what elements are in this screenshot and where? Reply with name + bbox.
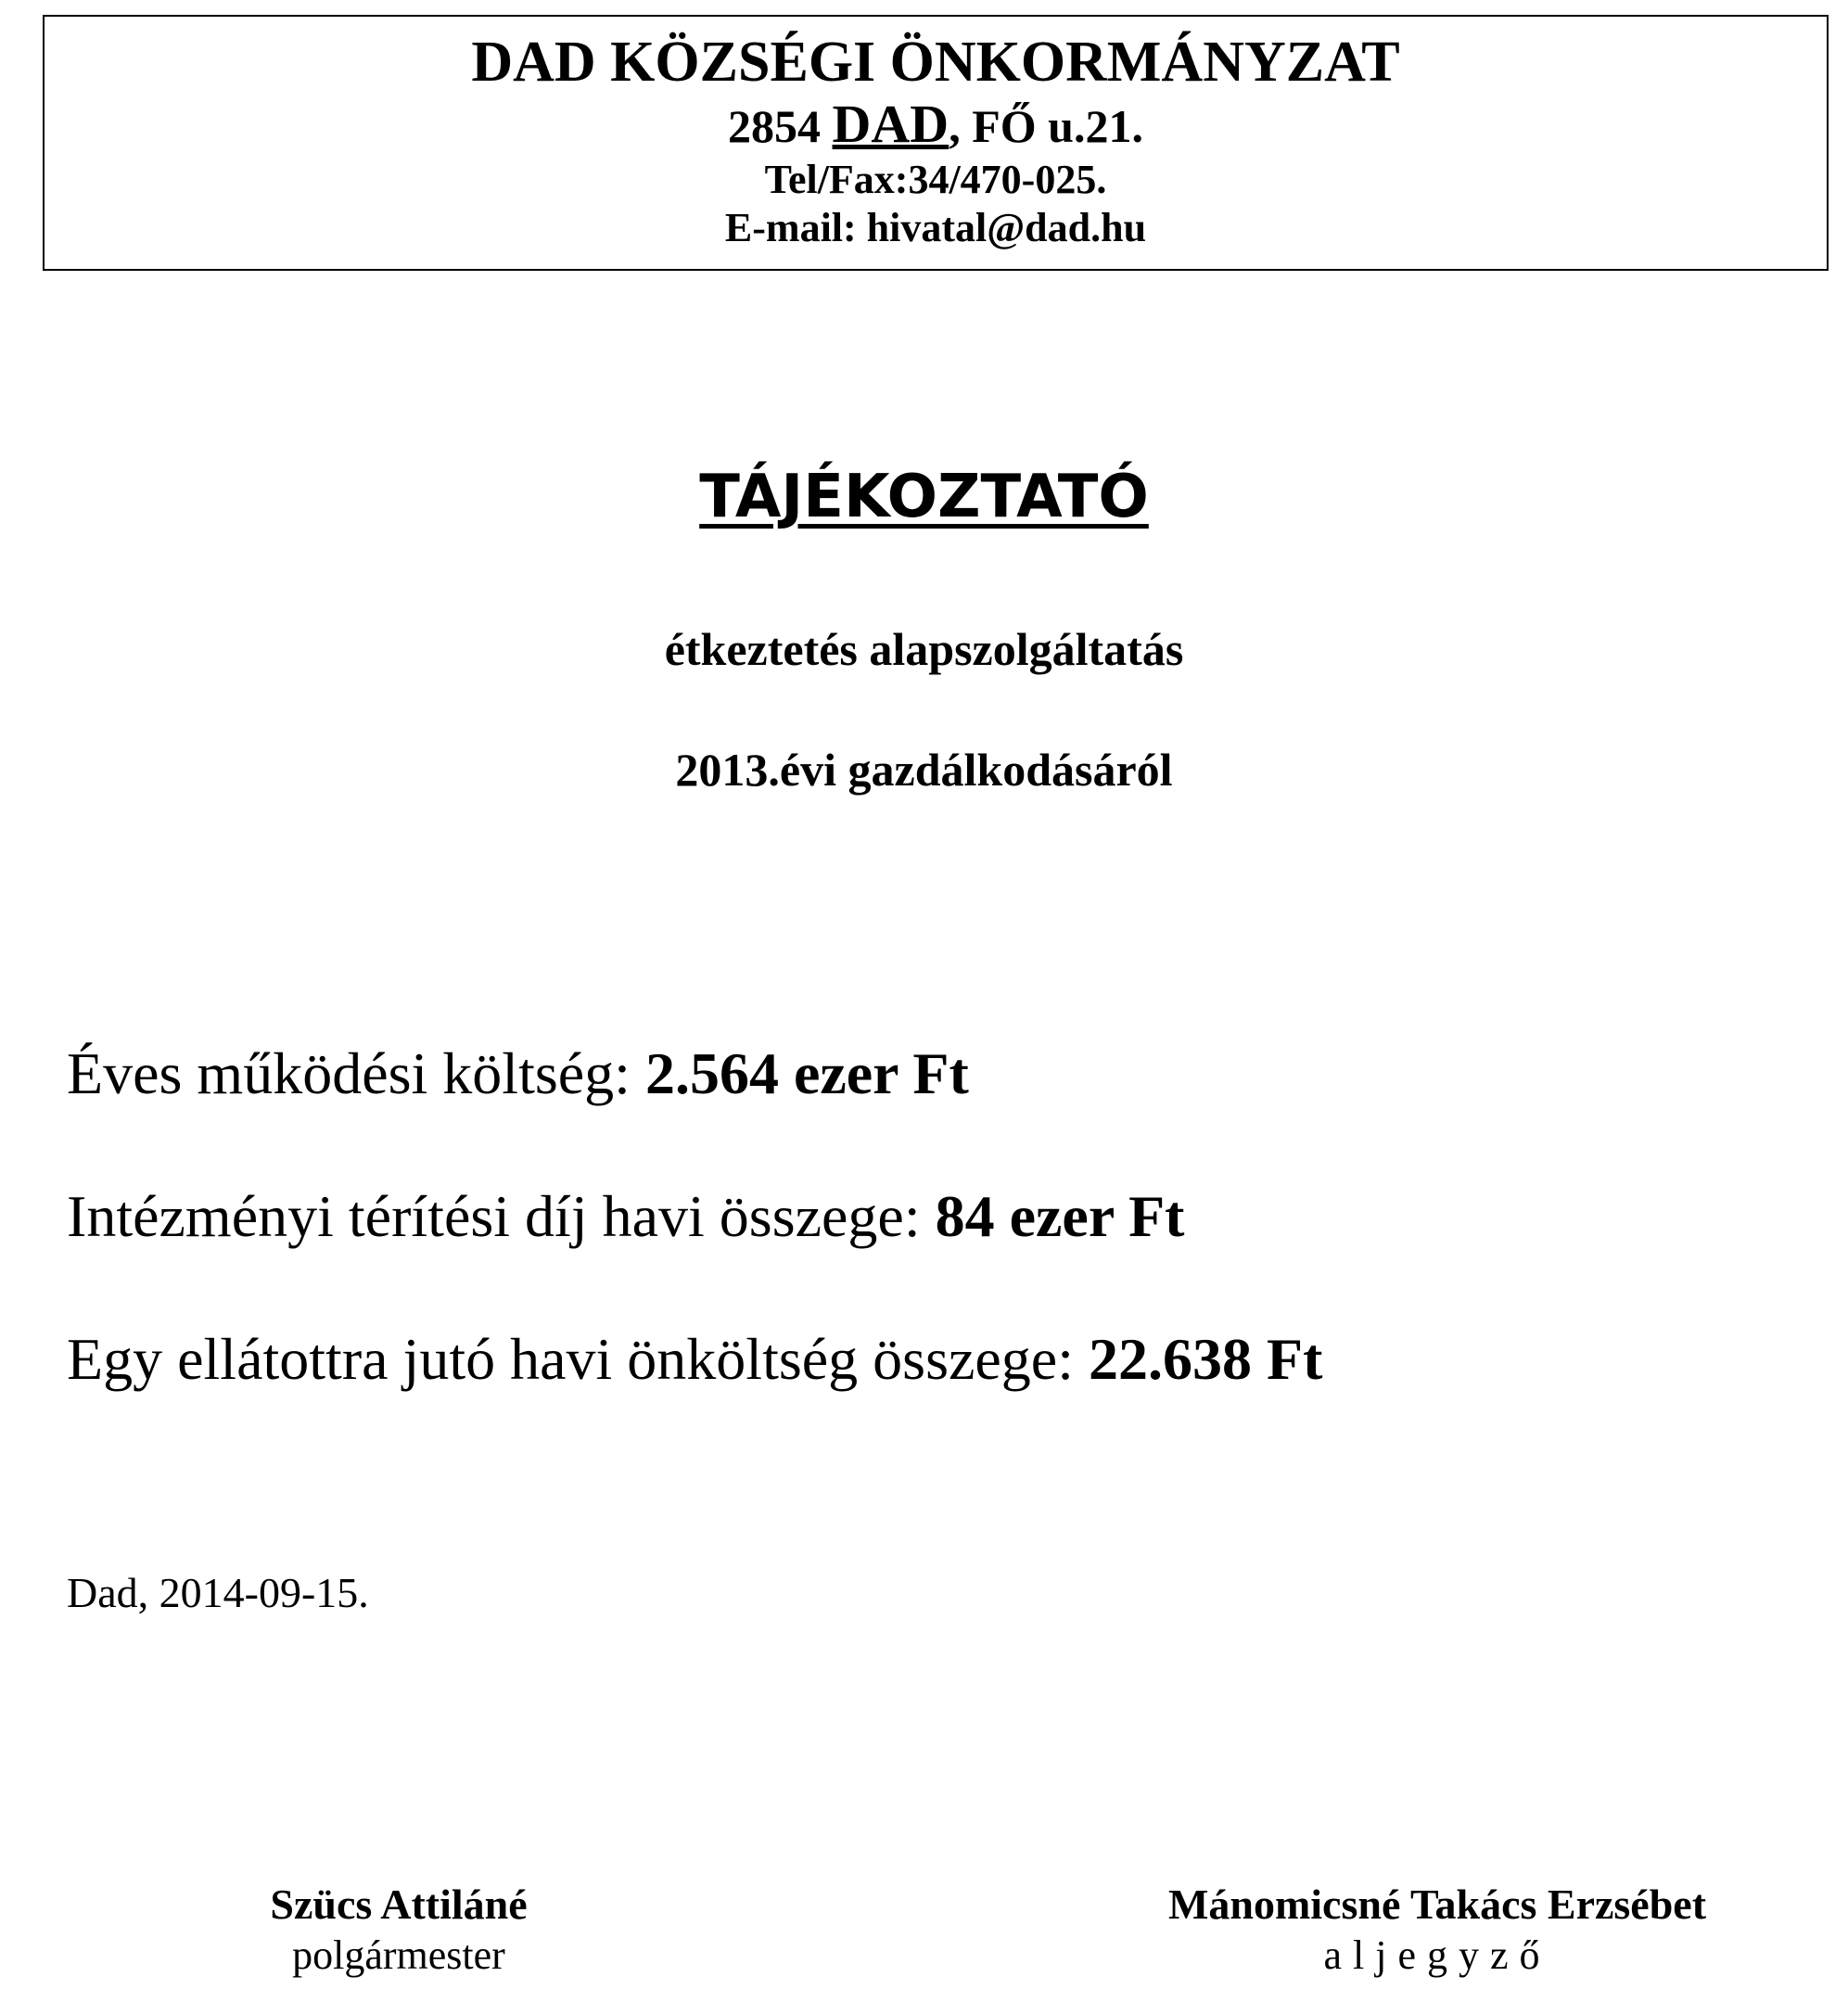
stat-value: 2.564 ezer Ft [644, 1040, 969, 1106]
zip-code: 2854 [728, 100, 822, 152]
street-address: , FŐ u.21. [949, 100, 1143, 152]
stat-label: Intézményi térítési díj havi összege: [67, 1183, 936, 1249]
letterhead [43, 15, 1829, 271]
stat-value: 84 ezer Ft [935, 1183, 1185, 1249]
organization-name: DAD KÖZSÉGI ÖNKORMÁNYZAT [471, 31, 1400, 94]
stat-monthly-fee [67, 1180, 1184, 1254]
signer-role: polgármester [292, 1932, 505, 1978]
stat-cost-per-client [67, 1322, 1322, 1396]
signature-block-mayor [260, 1879, 538, 1981]
stat-value: 22.638 Ft [1088, 1326, 1323, 1392]
subtitle-year: 2013.évi gazdálkodásáról [675, 744, 1173, 796]
stat-label: Éves működési költség: [67, 1040, 645, 1106]
stat-annual-operating-cost [67, 1037, 969, 1111]
email-address: E-mail: hivatal@dad.hu [724, 205, 1147, 250]
document-date: Dad, 2014-09-15. [67, 1569, 369, 1616]
document-title [0, 460, 1848, 534]
stat-label: Egy ellátottra jutó havi önköltség összege: [67, 1326, 1089, 1392]
title-text: TÁJÉKOZTATÓ [699, 463, 1149, 531]
signer-role: aljegyző [1323, 1932, 1551, 1978]
signer-name: Mánomicsné Takács Erzsébet [1167, 1881, 1707, 1928]
city-name: DAD [832, 94, 949, 154]
subtitle-service: étkeztetés alapszolgáltatás [664, 623, 1184, 675]
signature-block-deputy-clerk [1141, 1879, 1734, 1981]
phone-fax: Tel/Fax:34/470-025. [764, 157, 1107, 202]
signer-name: Szücs Attiláné [270, 1881, 528, 1928]
address [45, 95, 1827, 156]
